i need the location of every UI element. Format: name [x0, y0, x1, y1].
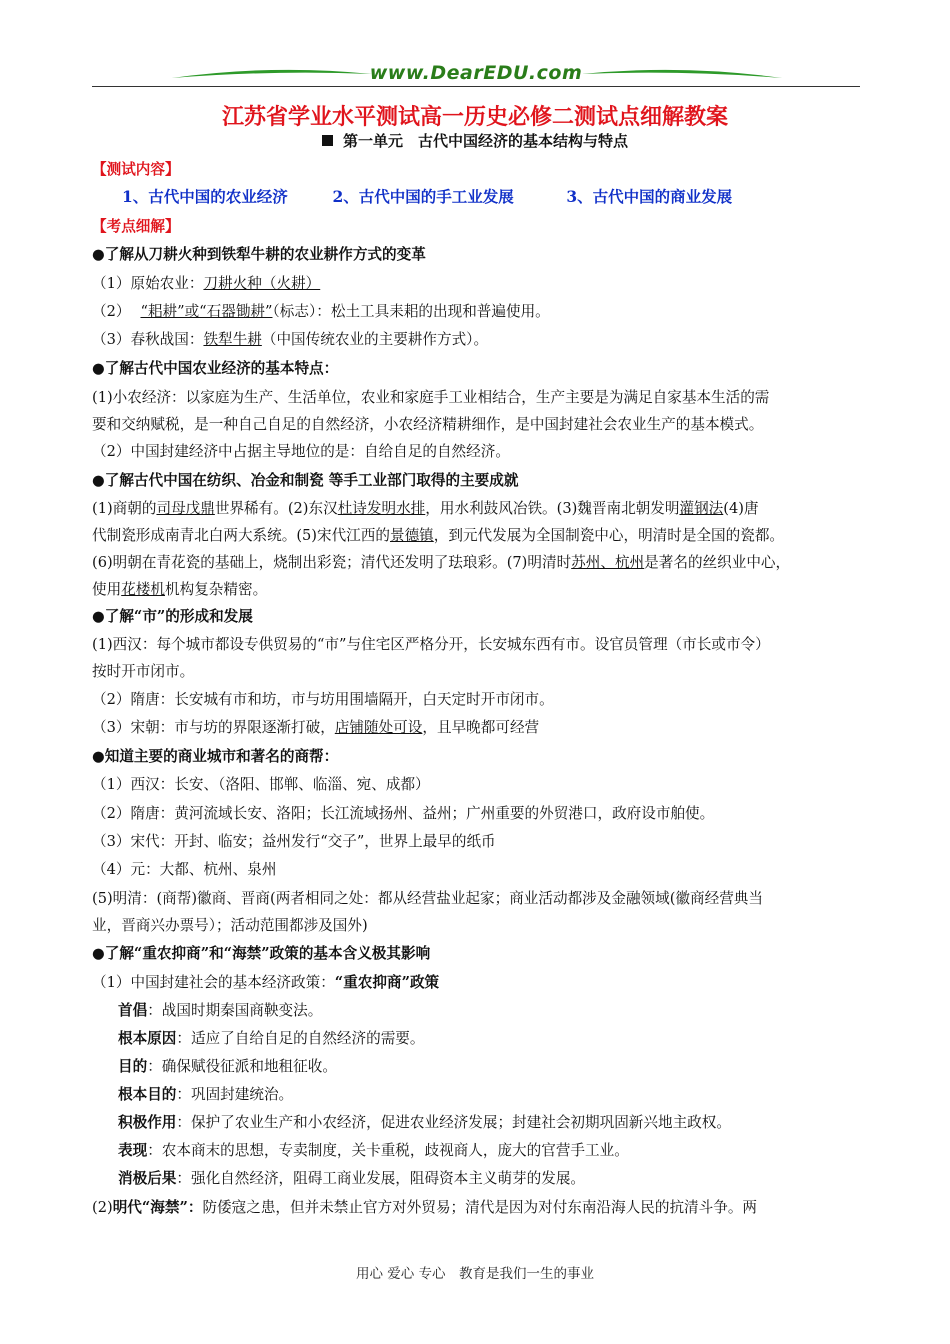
policy-item — [118, 1111, 908, 1132]
policy-label: 首倡 — [118, 1002, 148, 1019]
policy-label: 根本原因 — [118, 1030, 177, 1047]
text-line: （2）隋唐：黄河流域长安、洛阳；长江流域扬州、益州；广州重要的外贸港口，政府设市舶使。 — [92, 805, 715, 822]
text: (1)商朝的 — [92, 500, 157, 517]
unit-subtitle — [0, 130, 950, 151]
text-line — [92, 497, 882, 518]
policy-text: ：巩固封建统治。 — [176, 1086, 294, 1103]
policy-text: ：强化自然经济，阻碍工商业发展，阻碍资本主义萌芽的发展。 — [176, 1170, 586, 1187]
content-item: 2、古代中国的手工业发展 — [332, 187, 514, 206]
bold-term: “重农抑商”政策 — [334, 974, 440, 991]
text-line: 按时开市闭市。 — [92, 663, 195, 680]
text-line: 业，晋商兴办票号）；活动范围都涉及国外) — [92, 917, 368, 934]
underlined-term: 司母戊鼎 — [156, 500, 215, 517]
text: （标志）：松土工具耒耜的出现和普遍使用。 — [272, 303, 550, 320]
topic-heading: ●了解古代中国在纺织、冶金和制瓷 等手工业部门取得的主要成就 — [92, 472, 519, 489]
topic-heading: ●了解“重农抑商”和“海禁”政策的基本含义极其影响 — [92, 945, 431, 962]
document-title: 江苏省学业水平测试高一历史必修二测试点细解教案 — [221, 104, 728, 130]
text: 机构复杂精密。 — [165, 581, 268, 598]
text-line: (1)西汉：每个城市都设专供贸易的“市”与住宅区严格分开，长安城东西有市。设官员管理（市长或市令） — [92, 636, 770, 653]
text: 防倭寇之患，但并未禁止官方对外贸易；清代是因为对付东南沿海人民的抗清斗争。两 — [202, 1199, 758, 1216]
text-line: （2）隋唐：长安城有市和坊，市与坊用围墙隔开，白天定时开市闭市。 — [92, 691, 554, 708]
policy-text: ：农本商末的思想，专卖制度，关卡重税，歧视商人，庞大的官营手工业。 — [147, 1142, 629, 1159]
content-item: 3、古代中国的商业发展 — [566, 187, 733, 206]
policy-label: 消极后果 — [118, 1170, 177, 1187]
text-line: （3）宋代：开封、临安；益州发行“交子”，世界上最早的纸币 — [92, 833, 496, 850]
text: 代制瓷形成南青北白两大系统。(5)宋代江西的 — [92, 527, 390, 544]
topic-heading: ●了解古代中国农业经济的基本特点： — [92, 360, 339, 377]
policy-text: ：适应了自给自足的自然经济的需要。 — [176, 1030, 425, 1047]
text: 是著名的丝织业中心， — [644, 554, 791, 571]
policy-item — [118, 1083, 908, 1104]
underlined-term: 铁犁牛耕 — [203, 331, 262, 348]
text: (2) — [92, 1199, 113, 1216]
text: 世界稀有。(2)东汉 — [214, 500, 338, 517]
text-line — [92, 328, 882, 349]
text-line — [92, 578, 882, 599]
policy-item — [118, 1139, 908, 1160]
underlined-term: 花楼机 — [121, 581, 165, 598]
square-bullet-icon — [322, 135, 333, 146]
topic-heading: ●了解从刀耕火种到铁犁牛耕的农业耕作方式的变革 — [92, 246, 426, 263]
text: （1）中国封建社会的基本经济政策： — [92, 974, 335, 991]
policy-label: 根本目的 — [118, 1086, 177, 1103]
text: （2） — [92, 303, 131, 320]
bold-term: 明代“海禁”： — [112, 1199, 203, 1216]
policy-label: 表现 — [118, 1142, 148, 1159]
text: （3）春秋战国： — [92, 331, 204, 348]
underlined-term: 刀耕火种（火耕） — [203, 275, 321, 292]
text-line: （4）元：大都、杭州、泉州 — [92, 861, 277, 878]
text: ，且早晚都可经营 — [422, 719, 540, 736]
text-line: （1）西汉：长安、（洛阳、邯郸、临淄、宛、成都） — [92, 776, 430, 793]
underlined-term: 杜诗发明水排 — [337, 500, 426, 517]
section-heading-content: 【测试内容】 — [92, 161, 180, 178]
policy-label: 积极作用 — [118, 1114, 177, 1131]
policy-item — [118, 1167, 908, 1188]
text-line: (1)小农经济：以家庭为生产、生活单位，农业和家庭手工业相结合，生产主要是为满足自家基本生活的需 — [92, 389, 770, 406]
underlined-term: “耜耕”或“石器锄耕” — [140, 303, 273, 320]
topic-heading: ●了解“市”的形成和发展 — [92, 608, 253, 625]
topic-heading: ●知道主要的商业城市和著名的商帮： — [92, 748, 339, 765]
header-divider — [92, 86, 860, 87]
text: （3）宋朝：市与坊的界限逐渐打破， — [92, 719, 335, 736]
text: （1）原始农业： — [92, 275, 204, 292]
text-line — [92, 272, 882, 293]
text-line: 要和交纳赋税，是一种自己自足的自然经济，小农经济精耕细作，是中国封建社会农业生产的基本模式。 — [92, 416, 764, 433]
site-logo[interactable]: www.DearEDU.com — [369, 62, 583, 84]
policy-text: ：确保赋役征派和地租征收。 — [147, 1058, 337, 1075]
text-line — [92, 716, 882, 737]
page-footer: 用心 爱心 专心 教育是我们一生的事业 — [355, 1266, 595, 1282]
policy-item — [118, 1055, 908, 1076]
text: 使用 — [92, 581, 122, 598]
content-item: 1、古代中国的农业经济 — [122, 187, 288, 206]
text-line — [92, 551, 882, 572]
text: (4)唐 — [723, 500, 759, 517]
section-heading-detail: 【考点细解】 — [92, 218, 180, 235]
underlined-term: 景德镇 — [389, 527, 434, 544]
unit-subtitle-text: 第一单元 古代中国经济的基本结构与特点 — [342, 132, 628, 150]
text-line — [92, 300, 882, 321]
text: (6)明朝在青花瓷的基础上，烧制出彩瓷；清代还发明了珐琅彩。(7)明清时 — [92, 554, 572, 571]
text: ，到元代发展为全国制瓷中心，明清时是全国的瓷都。 — [433, 527, 785, 544]
policy-item — [118, 1027, 908, 1048]
policy-text: ：战国时期秦国商鞅变法。 — [147, 1002, 323, 1019]
policy-text: ：保护了农业生产和小农经济，促进农业经济发展；封建社会初期巩固新兴地主政权。 — [176, 1114, 731, 1131]
underlined-term: 苏州、杭州 — [571, 554, 645, 571]
text-line — [92, 1196, 882, 1217]
header-banner — [92, 58, 860, 98]
underlined-term: 灌钢法 — [679, 500, 724, 517]
text-line: （2）中国封建经济中占据主导地位的是：自给自足的自然经济。 — [92, 443, 510, 460]
underlined-term: 店铺随处可设 — [334, 719, 423, 736]
text: ，用水利鼓风冶铁。(3)魏晋南北朝发明 — [425, 500, 680, 517]
text: （中国传统农业的主要耕作方式）。 — [261, 331, 489, 348]
policy-item — [118, 999, 908, 1020]
text-line — [92, 971, 882, 992]
policy-label: 目的 — [118, 1058, 148, 1075]
text-line — [92, 524, 882, 545]
content-items — [122, 185, 912, 207]
text-line: (5)明清：(商帮)徽商、晋商(两者相同之处：都从经营盐业起家；商业活动都涉及金融领域(徽商经营典当 — [92, 890, 763, 907]
